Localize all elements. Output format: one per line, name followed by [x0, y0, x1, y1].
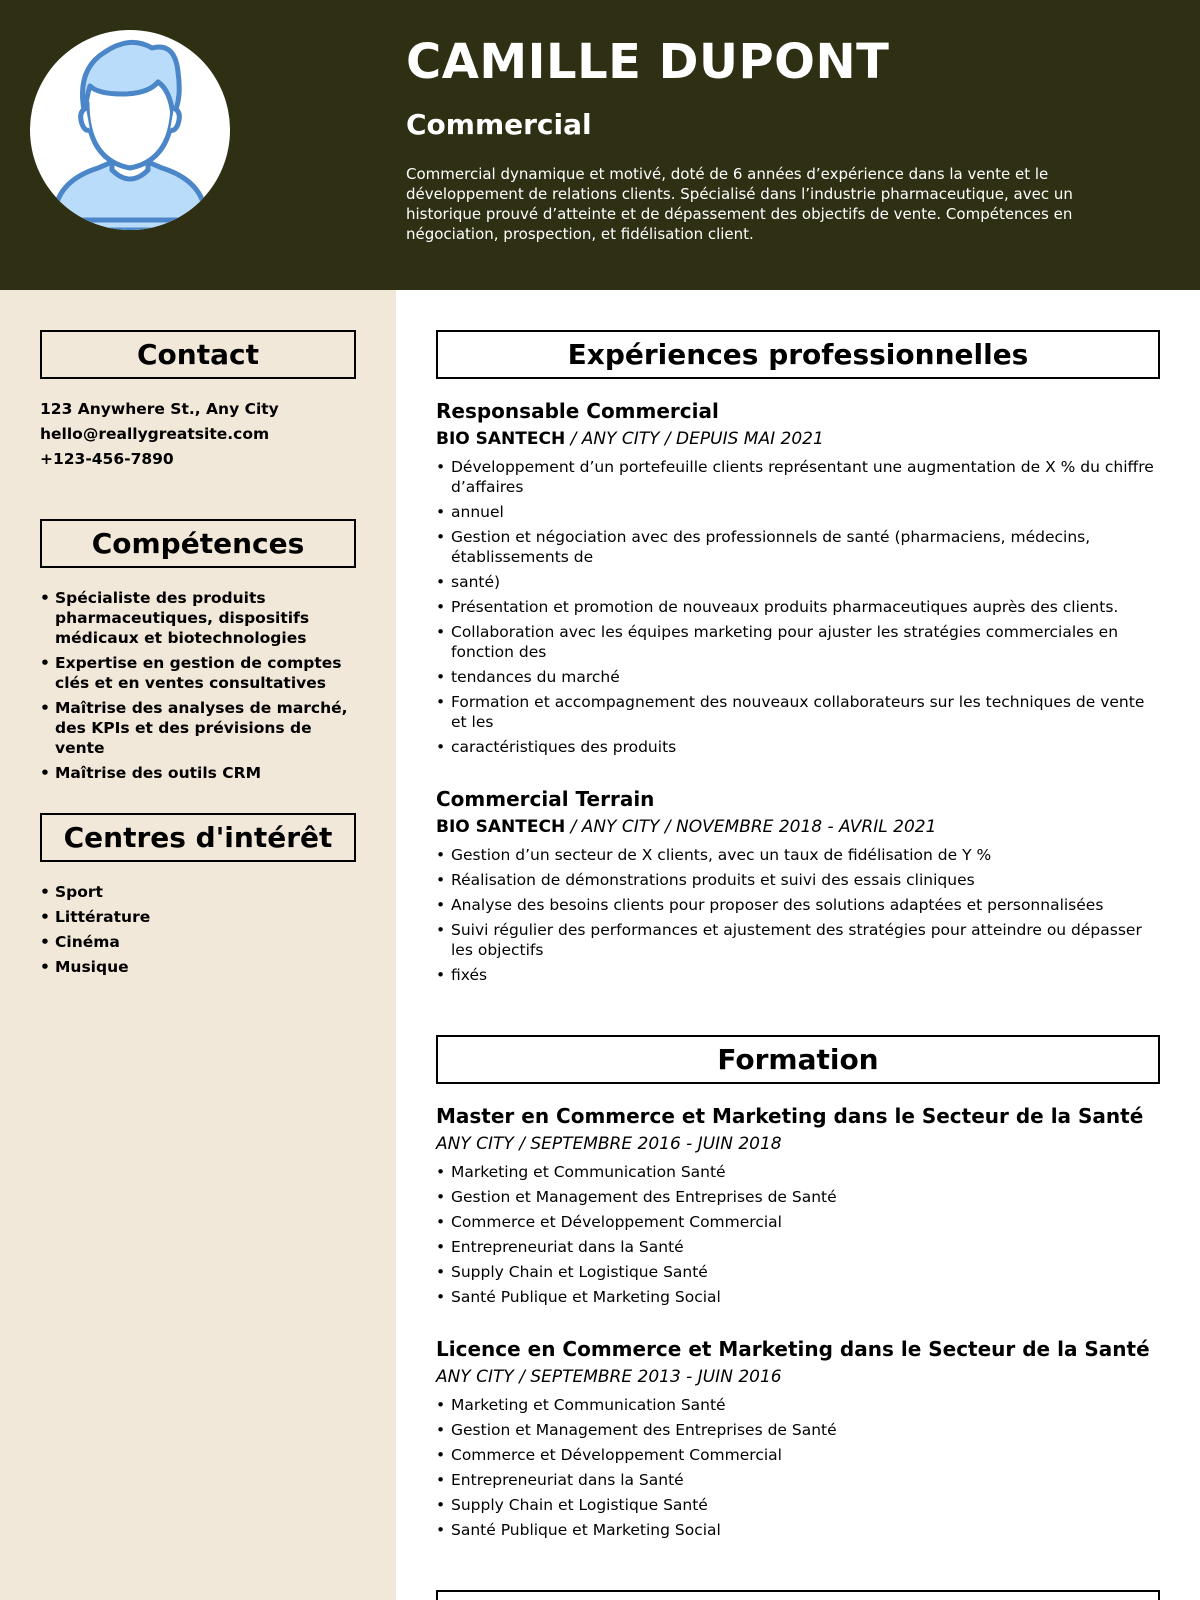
- degree-meta: ANY CITY / SEPTEMBRE 2016 - JUIN 2018: [436, 1134, 782, 1154]
- degree-meta: ANY CITY / SEPTEMBRE 2013 - JUIN 2016: [436, 1367, 782, 1387]
- list-item: • Musique: [40, 955, 150, 980]
- list-item: • Collaboration avec les équipes marketing pour ajuster les stratégies commerciales en fonction des: [436, 622, 1160, 662]
- list-item: • Maîtrise des outils CRM: [40, 763, 360, 783]
- degree-title: Master en Commerce et Marketing dans le Secteur de la Santé: [436, 1104, 1144, 1128]
- list-item: • Commerce et Développement Commercial: [436, 1445, 1160, 1465]
- list-item: • Supply Chain et Logistique Santé: [436, 1262, 1160, 1282]
- list-item: • Marketing et Communication Santé: [436, 1395, 1160, 1415]
- list-item: • Gestion et Management des Entreprises de Santé: [436, 1187, 1160, 1207]
- list-item: • tendances du marché: [436, 667, 1160, 687]
- list-item: • santé): [436, 572, 1160, 592]
- list-item: • annuel: [436, 502, 1160, 522]
- list-item: • Suivi régulier des performances et ajustement des stratégies pour atteindre ou dépasser les objectifs: [436, 920, 1160, 960]
- job-location-date: / ANY CITY / NOVEMBRE 2018 - AVRIL 2021: [565, 817, 937, 837]
- degree-bullets: [436, 1162, 1160, 1312]
- contact-info: [40, 397, 279, 472]
- list-item: • Cinéma: [40, 930, 150, 955]
- candidate-name: CAMILLE DUPONT: [406, 34, 890, 90]
- interests-heading: Centres d'intérêt: [40, 813, 356, 862]
- list-item: • Réalisation de démonstrations produits et suivi des essais cliniques: [436, 870, 1160, 890]
- list-item: • Gestion et Management des Entreprises de Santé: [436, 1420, 1160, 1440]
- contact-email: hello@reallygreatsite.com: [40, 425, 270, 443]
- list-item: • Maîtrise des analyses de marché, des KPIs et des prévisions de vente: [40, 698, 360, 758]
- list-item: • Entrepreneuriat dans la Santé: [436, 1237, 1160, 1257]
- job-bullets: [436, 845, 1160, 990]
- candidate-role: Commercial: [406, 108, 592, 141]
- list-item: • Spécialiste des produits pharmaceutiques, dispositifs médicaux et biotechnologies: [40, 588, 360, 648]
- avatar: [30, 30, 230, 230]
- list-item: • Développement d’un portefeuille clients représentant une augmentation de X % du chiffre d’affaires: [436, 457, 1160, 497]
- list-item: • Présentation et promotion de nouveaux produits pharmaceutiques auprès des clients.: [436, 597, 1160, 617]
- list-item: • Entrepreneuriat dans la Santé: [436, 1470, 1160, 1490]
- list-item: • Commerce et Développement Commercial: [436, 1212, 1160, 1232]
- header-banner: [0, 0, 1200, 290]
- list-item: • Gestion d’un secteur de X clients, avec un taux de fidélisation de Y %: [436, 845, 1160, 865]
- contact-heading: Contact: [40, 330, 356, 379]
- list-item: • Littérature: [40, 905, 150, 930]
- list-item: • Supply Chain et Logistique Santé: [436, 1495, 1160, 1515]
- user-avatar-icon: [30, 30, 230, 230]
- job-title: Responsable Commercial: [436, 399, 719, 423]
- list-item: • Santé Publique et Marketing Social: [436, 1520, 1160, 1540]
- degree-title: Licence en Commerce et Marketing dans le Secteur de la Santé: [436, 1337, 1150, 1361]
- skills-list: [40, 588, 360, 788]
- job-bullets: [436, 457, 1160, 762]
- contact-address: 123 Anywhere St., Any City: [40, 400, 279, 418]
- contact-phone: +123-456-7890: [40, 450, 174, 468]
- list-item: • caractéristiques des produits: [436, 737, 1160, 757]
- next-section-box: [436, 1590, 1160, 1600]
- profile-summary: Commercial dynamique et motivé, doté de 6 années d’expérience dans la vente et le développement de relations clients. Spécialisé dans l’industrie pharmaceutique, avec un historique prouvé d’atteinte et de dépassement des objectifs de vente. Compétences en négociation, prospection, et fidélisation client.: [406, 165, 1073, 243]
- job-company: BIO SANTECH: [436, 817, 566, 837]
- list-item: • Santé Publique et Marketing Social: [436, 1287, 1160, 1307]
- degree-bullets: [436, 1395, 1160, 1545]
- list-item: • Expertise en gestion de comptes clés et en ventes consultatives: [40, 653, 360, 693]
- job-title: Commercial Terrain: [436, 787, 655, 811]
- list-item: • Sport: [40, 880, 150, 905]
- list-item: • fixés: [436, 965, 1160, 985]
- list-item: • Marketing et Communication Santé: [436, 1162, 1160, 1182]
- job-meta: [436, 817, 936, 837]
- list-item: • Analyse des besoins clients pour proposer des solutions adaptées et personnalisées: [436, 895, 1160, 915]
- job-meta: [436, 429, 824, 449]
- job-company: BIO SANTECH: [436, 429, 566, 449]
- interests-list: [40, 880, 150, 980]
- education-heading: Formation: [436, 1035, 1160, 1084]
- skills-heading: Compétences: [40, 519, 356, 568]
- list-item: • Formation et accompagnement des nouveaux collaborateurs sur les techniques de vente et les: [436, 692, 1160, 732]
- experience-heading: Expériences professionnelles: [436, 330, 1160, 379]
- list-item: • Gestion et négociation avec des professionnels de santé (pharmaciens, médecins, établissements de: [436, 527, 1160, 567]
- job-location-date: / ANY CITY / DEPUIS MAI 2021: [565, 429, 824, 449]
